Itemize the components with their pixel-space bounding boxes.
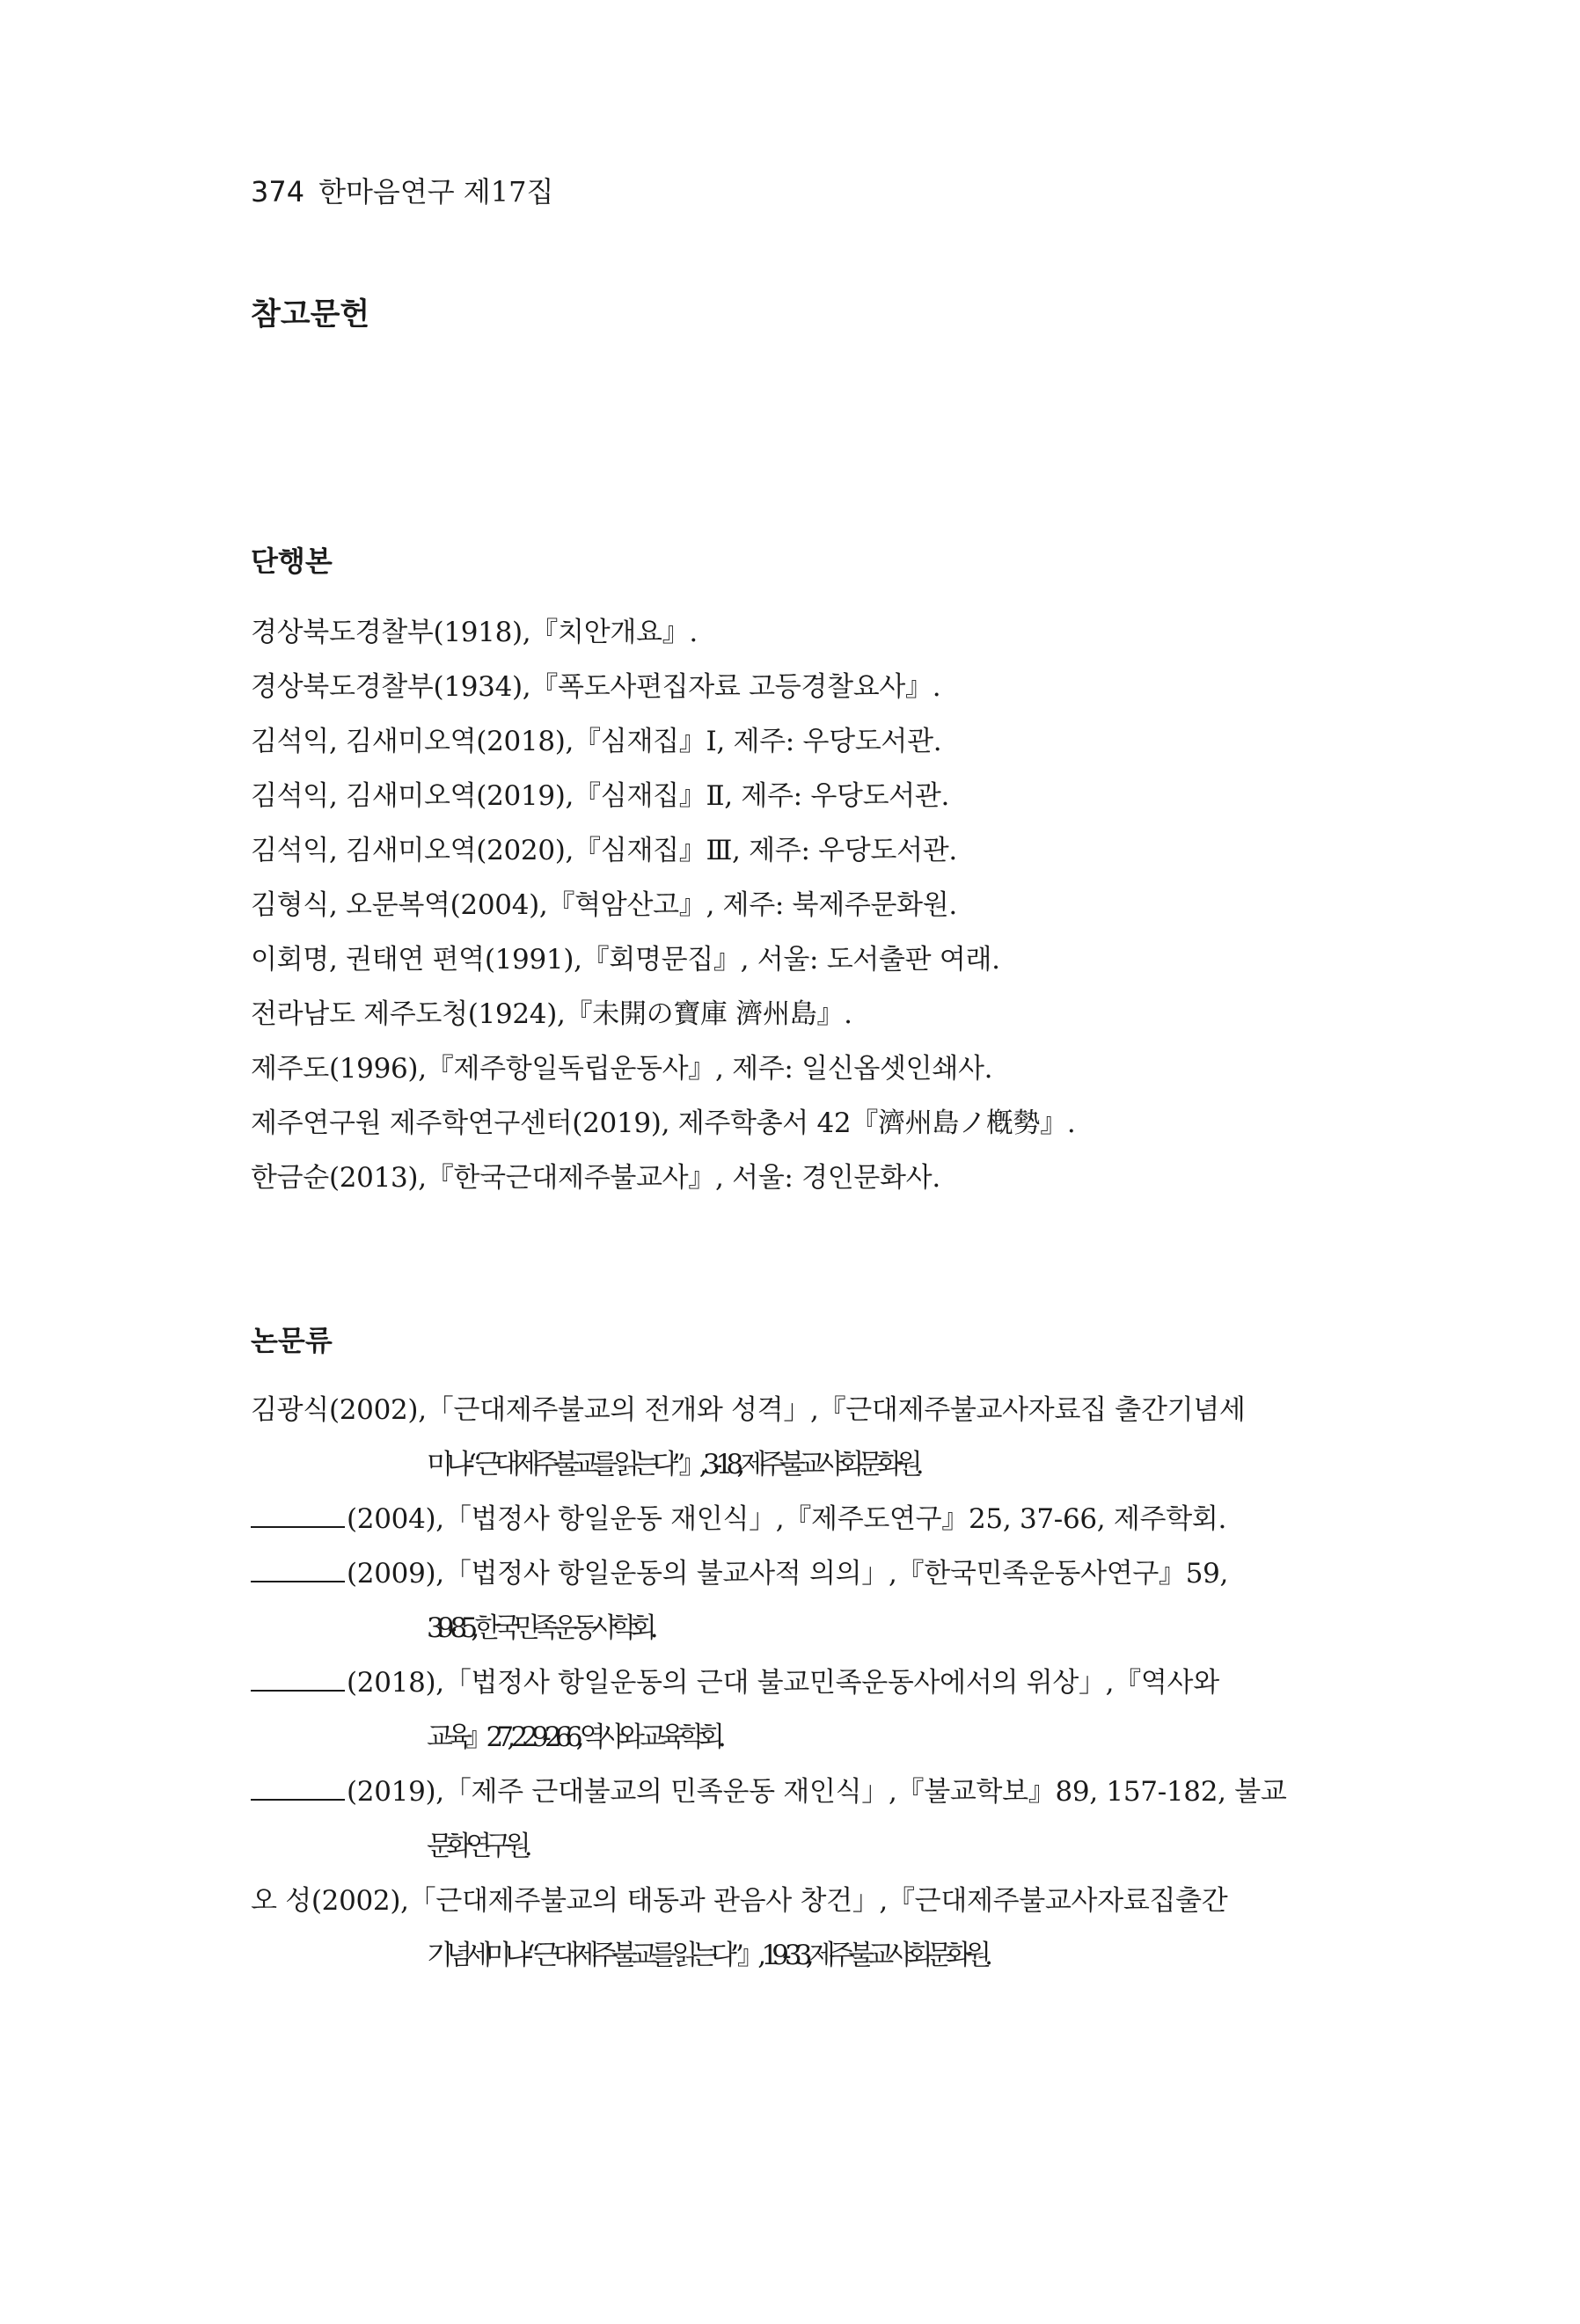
paper-entry-text: (2009),「법정사 항일운동의 불교사적 의의」,『한국민족운동사연구』59, xyxy=(347,1558,1229,1590)
running-head xyxy=(251,172,553,211)
paper-entry-continuation: 기념세미나-“근대제주불교를 읽는다”』, 19-33, 제주불교사회문화원. xyxy=(427,1940,987,1971)
book-entry: 김형식, 오문복역(2004),『혁암산고』, 제주: 북제주문화원. xyxy=(251,889,957,921)
books-heading: 단행본 xyxy=(251,544,333,578)
paper-entry-text: (2019),「제주 근대불교의 민족운동 재인식」,『불교학보』89, 157-182, 불교 xyxy=(347,1776,1287,1808)
papers-heading: 논문류 xyxy=(251,1324,333,1357)
books-list xyxy=(251,605,1328,1205)
paper-entry-line xyxy=(251,1655,1328,1710)
book-entry: 김석익, 김새미오역(2020),『심재집』Ⅲ, 제주: 우당도서관. xyxy=(251,835,957,866)
paper-entry-text: (2004),「법정사 항일운동 재인식」,『제주도연구』25, 37-66, 제주학회. xyxy=(347,1503,1227,1535)
paper-entry-line: 김광식(2002),「근대제주불교의 전개와 성격」,『근대제주불교사자료집 출간기념세 xyxy=(251,1394,1246,1426)
paper-entry-continuation: 문화연구원. xyxy=(427,1831,526,1862)
book-entry: 김석익, 김새미오역(2018),『심재집』Ⅰ, 제주: 우당도서관. xyxy=(251,726,942,757)
paper-entry-text: (2018),「법정사 항일운동의 근대 불교민족운동사에서의 위상」,『역사와 xyxy=(347,1667,1219,1699)
paper-entry-continuation: 교육』27, 229-266, 역사와 교육학회. xyxy=(427,1721,720,1753)
paper-entry xyxy=(251,1546,1328,1655)
book-entry: 김석익, 김새미오역(2019),『심재집』Ⅱ, 제주: 우당도서관. xyxy=(251,780,950,812)
paper-entry xyxy=(251,1492,1328,1546)
book-entry: 전라남도 제주도청(1924),『未開の寶庫 濟州島』. xyxy=(251,998,852,1030)
paper-entry-continuation: 미나-“근대제주불교를 읽는다”』, 3-18, 제주불교사회문화원. xyxy=(427,1449,918,1480)
paper-entry-line xyxy=(251,1546,1328,1601)
same-author-dash xyxy=(251,1776,345,1801)
section-title: 참고문헌 xyxy=(251,297,370,333)
paper-entry xyxy=(251,1655,1328,1765)
paper-entry-continuation: 39-85, 한국민족운동사학회. xyxy=(427,1612,652,1644)
book-entry: 경상북도경찰부(1918),『치안개요』. xyxy=(251,617,698,648)
paper-entry xyxy=(251,1874,1328,1983)
same-author-dash xyxy=(251,1503,345,1528)
paper-entry-line xyxy=(251,1492,1328,1546)
book-entry: 경상북도경찰부(1934),『폭도사편집자료 고등경찰요사』. xyxy=(251,671,941,703)
book-entry: 이회명, 권태연 편역(1991),『회명문집』, 서울: 도서출판 여래. xyxy=(251,944,1000,976)
book-entry: 제주도(1996),『제주항일독립운동사』, 제주: 일신옵셋인쇄사. xyxy=(251,1053,993,1085)
book-entry: 한금순(2013),『한국근대제주불교사』, 서울: 경인문화사. xyxy=(251,1162,940,1194)
papers-list xyxy=(251,1383,1328,1983)
paper-entry xyxy=(251,1383,1328,1492)
page-number: 374 xyxy=(251,175,305,208)
same-author-dash xyxy=(251,1667,345,1692)
same-author-dash xyxy=(251,1558,345,1582)
book-entry: 제주연구원 제주학연구센터(2019), 제주학총서 42『濟州島ノ槪勢』. xyxy=(251,1107,1076,1139)
paper-entry-line: 오 성(2002),「근대제주불교의 태동과 관음사 창건」,『근대제주불교사자료집출간 xyxy=(251,1885,1228,1917)
journal-title: 한마음연구 제17집 xyxy=(318,175,554,208)
paper-entry-line xyxy=(251,1765,1328,1819)
paper-entry xyxy=(251,1765,1328,1874)
